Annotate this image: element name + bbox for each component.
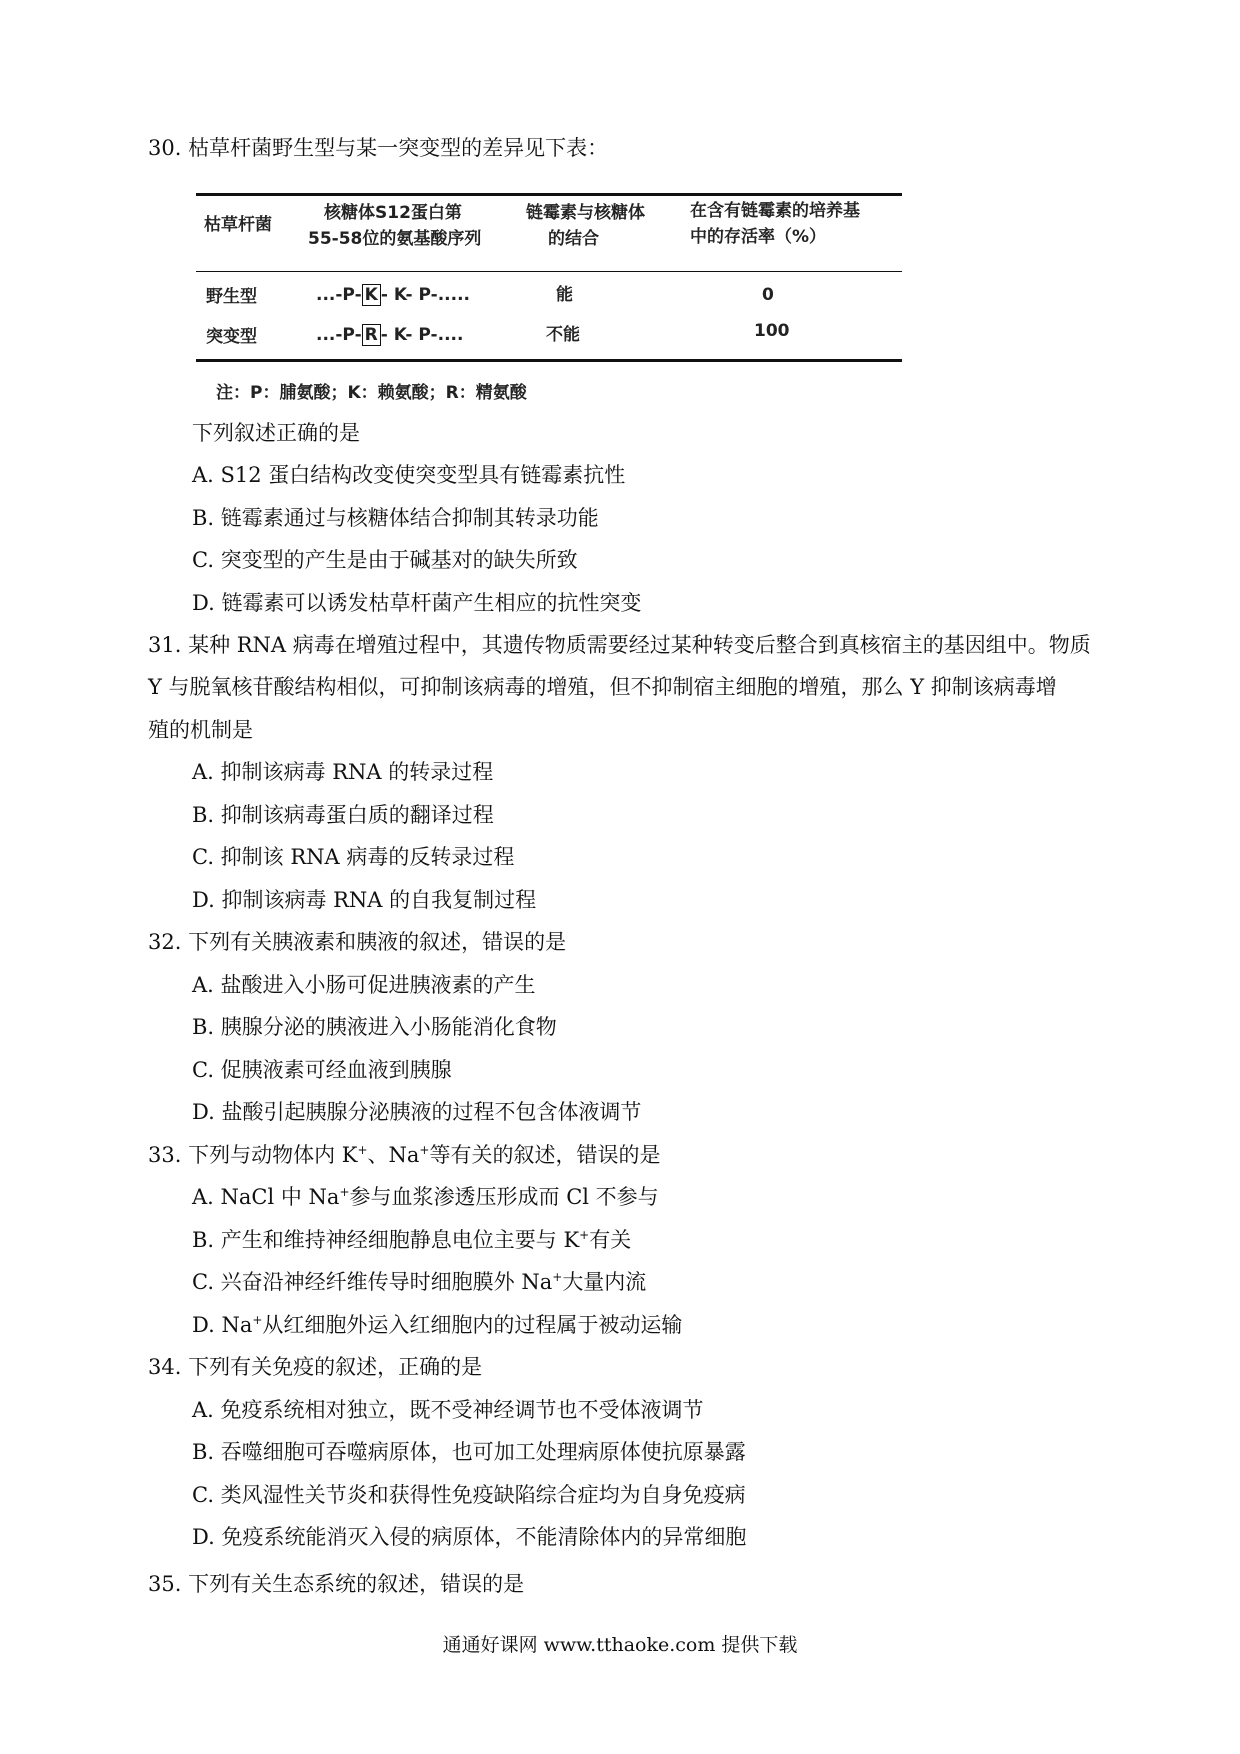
header-seq-l1: 核糖体S12蛋白第	[324, 203, 462, 223]
q34-option-a: A. 免疫系统相对独立，既不受神经调节也不受体液调节	[192, 1398, 704, 1422]
q31-option-c: C. 抑制该 RNA 病毒的反转录过程	[192, 845, 515, 869]
q34-option-b: B. 吞噬细胞可吞噬病原体，也可加工处理病原体使抗原暴露	[192, 1440, 746, 1464]
header-seq-l2: 55-58位的氨基酸序列	[308, 229, 482, 249]
table-top-rule	[196, 193, 902, 196]
q34-option-c: C. 类风湿性关节炎和获得性免疫缺陷综合症均为自身免疫病	[192, 1483, 746, 1507]
q32-option-b: B. 胰腺分泌的胰液进入小肠能消化食物	[192, 1015, 557, 1039]
q30-stem: 30. 枯草杆菌野生型与某一突变型的差异见下表：	[148, 136, 609, 160]
q30-table	[196, 193, 902, 363]
table-bottom-rule	[196, 359, 902, 362]
q33-option-b: B. 产生和维持神经细胞静息电位主要与 K+有关	[192, 1228, 632, 1252]
q31-stem-l2: Y 与脱氧核苷酸结构相似，可抑制该病毒的增殖，但不抑制宿主细胞的增殖，那么 Y 抑制该病毒增	[148, 675, 1057, 699]
page-footer: 通通好课网 www.tthaoke.com 提供下载	[442, 1634, 798, 1656]
q30-option-d: D. 链霉素可以诱发枯草杆菌产生相应的抗性突变	[192, 591, 642, 615]
seq-box-r: R	[362, 324, 381, 346]
row-wild-name: 野生型	[206, 287, 257, 307]
q32-option-a: A. 盐酸进入小肠可促进胰液素的产生	[192, 973, 536, 997]
row-mutant-rate: 100	[754, 321, 790, 341]
q33-option-a: A. NaCl 中 Na+参与血浆渗透压形成而 Cl 不参与	[192, 1185, 659, 1209]
row-mutant-bind: 不能	[546, 325, 580, 345]
header-rate-l1: 在含有链霉素的培养基	[690, 201, 860, 221]
q31-option-d: D. 抑制该病毒 RNA 的自我复制过程	[192, 888, 537, 912]
row-wild-seq: ...-P- K - K- P-.....	[316, 285, 470, 305]
q30-option-b: B. 链霉素通过与核糖体结合抑制其转录功能	[192, 506, 599, 530]
header-bind-l1: 链霉素与核糖体	[526, 203, 645, 223]
table-note: 注：P：脯氨酸；K：赖氨酸；R：精氨酸	[216, 383, 527, 403]
header-rate-l2: 中的存活率（%）	[690, 227, 827, 247]
row-mutant-name: 突变型	[206, 327, 257, 347]
q31-option-a: A. 抑制该病毒 RNA 的转录过程	[192, 760, 494, 784]
q31-stem-l3: 殖的机制是	[148, 718, 253, 742]
q31-option-b: B. 抑制该病毒蛋白质的翻译过程	[192, 803, 494, 827]
q30-option-a: A. S12 蛋白结构改变使突变型具有链霉素抗性	[192, 463, 626, 487]
q31-stem-l1: 31. 某种 RNA 病毒在增殖过程中，其遗传物质需要经过某种转变后整合到真核宿主的基因组中。物质	[148, 633, 1091, 657]
row-wild-bind: 能	[556, 285, 573, 305]
q30-prompt: 下列叙述正确的是	[192, 421, 360, 445]
table-header-rule	[196, 271, 902, 272]
row-wild-rate: 0	[762, 285, 774, 305]
q33-stem: 33. 下列与动物体内 K+、Na+等有关的叙述，错误的是	[148, 1143, 661, 1167]
q32-option-d: D. 盐酸引起胰腺分泌胰液的过程不包含体液调节	[192, 1100, 642, 1124]
q30-option-c: C. 突变型的产生是由于碱基对的缺失所致	[192, 548, 578, 572]
q34-option-d: D. 免疫系统能消灭入侵的病原体，不能清除体内的异常细胞	[192, 1525, 747, 1549]
q34-stem: 34. 下列有关免疫的叙述，正确的是	[148, 1355, 483, 1379]
seq-box-k: K	[362, 284, 381, 306]
q33-option-d: D. Na+从红细胞外运入红细胞内的过程属于被动运输	[192, 1313, 683, 1337]
header-bind-l2: 的结合	[548, 229, 599, 249]
row-mutant-seq: ...-P- R - K- P-....	[316, 325, 464, 345]
q33-option-c: C. 兴奋沿神经纤维传导时细胞膜外 Na+大量内流	[192, 1270, 647, 1294]
q32-stem: 32. 下列有关胰液素和胰液的叙述，错误的是	[148, 930, 567, 954]
q32-option-c: C. 促胰液素可经血液到胰腺	[192, 1058, 452, 1082]
header-strain: 枯草杆菌	[204, 215, 272, 235]
q35-stem: 35. 下列有关生态系统的叙述，错误的是	[148, 1572, 525, 1596]
